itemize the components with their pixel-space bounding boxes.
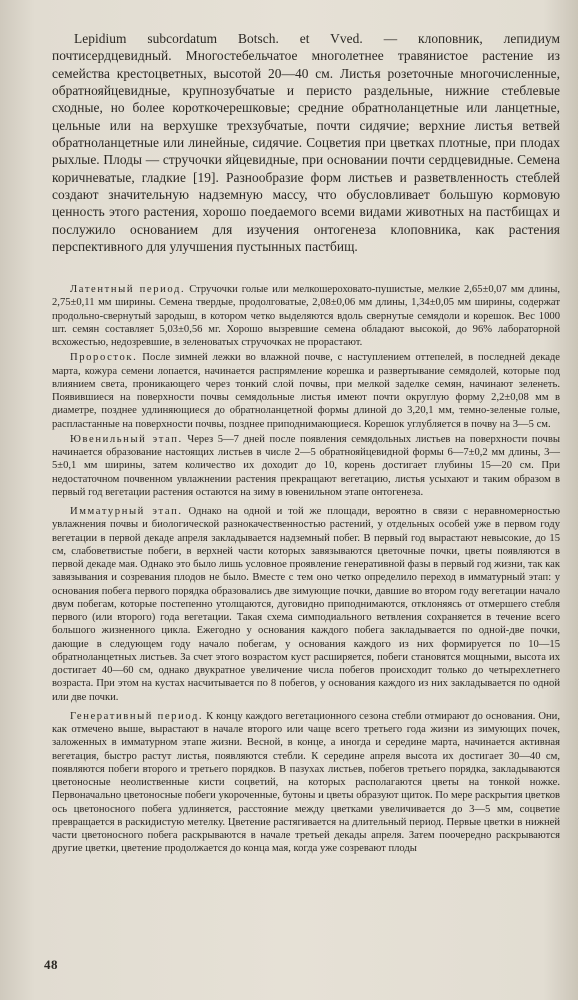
page-number: 48: [44, 957, 58, 972]
section-text: Стручочки голые или мелкошероховато-пушистые, мелкие 2,65±0,07 мм длины, 2,75±0,11 мм ширины. Семена твердые, продолговатые, 2,08±0,06 мм длины, 1,34±0,05 мм ширины, содержат продольно-свернутый зародыш, в котором четко выделяются вдоль свернутые семядоли и корешок. Вес 1000 шт. семян составляет 5,03±0,56 мг. Хорошо вызревшие семена обладают высокой, до 96% лабораторной всхожестью, недозревшие, в зеленоватых стручочках не прорастают.: [52, 284, 560, 348]
section-heading: Имматурный этап.: [70, 506, 183, 517]
intro-paragraph: [52, 30, 560, 255]
section-text: Через 5—7 дней после появления семядольных листьев на поверхности почвы начинается образование настоящих листьев в числе 2—5 обратнояйцевидной формы 6—7±0,2 мм длины, 3—5±0,1 мм ширины, затем количество их доходит до 10, корень достигает глубины 15—20 см. При недостаточном почвенном увлажнении растения прекращают вегетацию, листья усыхают и таким образом в первый год вегетации растения остаются на зиму в ювенильном этапе онтогенеза.: [52, 433, 560, 498]
section-seedling: [52, 351, 560, 431]
section-heading: Проросток.: [70, 352, 138, 364]
ontogeny-sections: [52, 283, 560, 858]
section-heading: Латентный период.: [70, 284, 186, 295]
section-text: Однако на одной и той же площади, вероятно в связи с неравномерностью увлажнения почвы и биологической разнокачественностью растений, у отдельных особей уже в первом году вегетации в первой декаде апреля закладывается надземный побег. В первый год вырастают невысокие, до 15 см, слабоветвистые побеги, в верхней части которых завязываются цветочные почки, цветы появляются в первой декаде мая. Однако это было лишь условное проявление генеративной фазы в первый год жизни, так как завязывания и созревания плодов не было. Вместе с тем оно четко определило переход в имматурный этап: у основания побега первого порядка образовались две зимующие почки, давшие во втором году вегетации начало двум побегам, которые постепенно утолщаются, дуговидно приподнимаются, отклоняясь от отмершего стебля первого (или второго) года вегетации. Такая схема симподиального ветвления сохраняется в течение всего большого жизненного цикла. Ежегодно у основания каждого побега закладывается по одной-две почки, дающие в следующем году начало побегам, у основания каждого из них формируется по 10—15 обратноланцетных листьев. За счет этого возрастом куст расширяется, побеги становятся мощными, высота их достигает 40—60 см, однако двукратное увеличение числа побегов происходит только до четырехлетнего возраста. При этом на кустах насчитывается по 8 побегов, у основания каждого из них закладывается по одной или две почки.: [52, 506, 560, 703]
species-description: — клоповник, лепидиум почтисердцевидный. Многостебельчатое многолетнее травянистое растение из семейства крестоцветных, высотой 20—40 см. Листья розеточные многочисленные, обратнояйцевидные, крупнозубчатые и перисто раздельные, нижние стеблевые сходные, но более короткочерешковые; средние обратноланцетные или ланцетные, цельные или на верхушке трехзубчатые, почти сидячие; верхние листья ветвей обратноланцетные или линейные, сидячие. Соцветия при цветках плотные, при плодах рыхлые. Плоды — стручочки яйцевидные, при основании почти сердцевидные. Семена коричневатые, гладкие [19]. Разнообразие форм листьев и разветвленность стеблей создают значительную надземную массу, что обусловливает большую кормовую ценность этого растения, хорошо поедаемого всеми видами животных на пастбищах и послужило основанием для изучения онтогенеза клоповника, как растения перспективного для улучшения пустынных пастбищ.: [52, 31, 561, 255]
section-heading: Ювенильный этап.: [70, 433, 183, 445]
section-generative: [52, 710, 560, 856]
section-immature: [52, 505, 560, 704]
section-latent: [52, 283, 560, 349]
section-heading: Генеративный период.: [70, 710, 204, 722]
intro-text: [52, 30, 560, 255]
species-name: Lepidium subcordatum Botsch. et Vved.: [74, 31, 363, 46]
section-text: К концу каждого вегетационного сезона стебли отмирают до основания. Они, как отмечено выше, вырастают в начале второго или чаще всего третьего года жизни из зимующих почек, заложенных в имматурном этапе жизни. Весной, в конце, а иногда и середине марта, начинается активная вегетация, быстро растут листья, появляются стебли. К середине апреля высота их достигает 30—40 см, появляются побеги второго и третьего порядков. В пазухах листьев, побегов третьего порядка, закладываются цветоносные неолиственные кисти соцветий, на которых располагаются цветы на тонкой ножке. Первоначально цветоносные побеги укороченные, бутоны и цветы образуют щиток. По мере раскрытия цветков ось цветоносного побега удлиняется, расстояние между цветками увеличивается до 3—5 мм, соцветие превращается в раскидистую метелку. Цветение растягивается на длительный период. Первые цветки в нижней части цветоносного побега раскрываются в начале третьей декады апреля. Затем поочередно раскрываются другие цветки, цветение продолжается до конца мая, когда уже созревают плоды: [52, 710, 561, 855]
section-juvenile: [52, 433, 560, 499]
section-text: После зимней лежки во влажной почве, с наступлением оттепелей, в последней декаде марта, кожура семени лопается, начинается распрямление корешка и развертывание семядолей, которые под влиянием света, проникающего через тонкий слой почвы, при мелкой заделке семян, начинают зеленеть. Появившиеся на поверхности почвы семядольные листья имеют почти округлую форму 2,2±0,08 мм в диаметре, позднее удлиняющиеся до обратноланцетной формы длиной до 3,20,1 мм, темно-зеленые голые, распластанные на поверхности почвы, позднее приподнимающиеся. Корешок углубляется в почву на 3—5 см.: [52, 352, 560, 430]
